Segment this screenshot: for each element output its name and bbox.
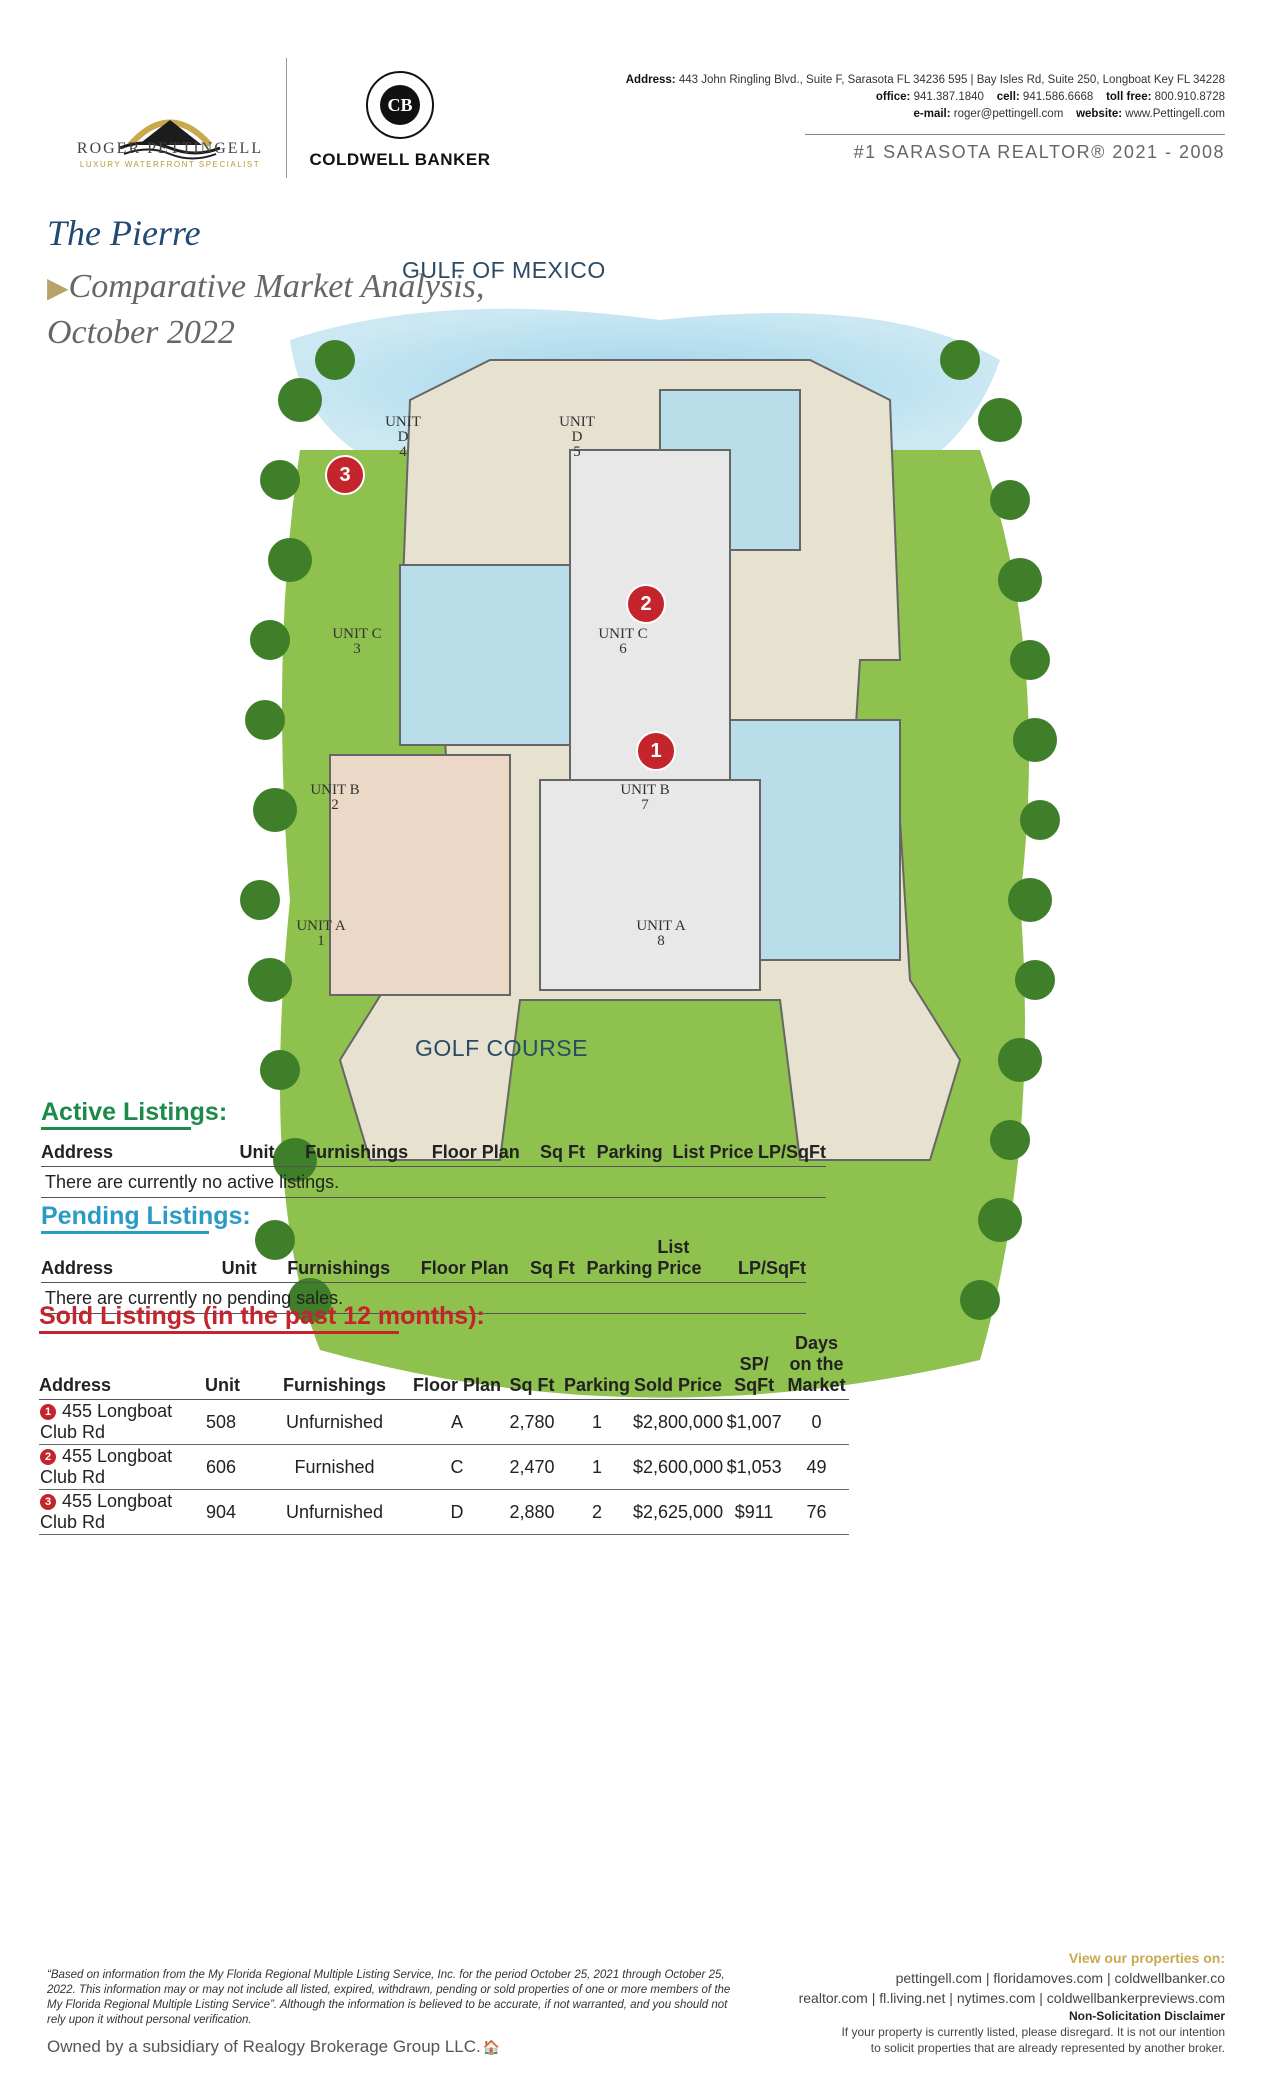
website-link[interactable]: www.Pettingell.com xyxy=(1125,108,1225,120)
col-lpsqft: LP/SqFt xyxy=(738,1258,806,1278)
col-floorplan: Floor Plan xyxy=(431,1142,520,1162)
links-line1[interactable]: pettingell.com | floridamoves.com | coldwellbanker.co xyxy=(895,1970,1225,1986)
gulf-label: GULF OF MEXICO xyxy=(402,257,606,283)
links-heading: View our properties on: xyxy=(1068,1950,1225,1966)
cell-floorplan: C xyxy=(412,1445,502,1490)
col-parking: Parking xyxy=(596,1142,663,1162)
address-label: Address: xyxy=(625,74,676,86)
col-address: Address xyxy=(41,1258,114,1278)
roger-pettingell-name: ROGER PETTINGELL xyxy=(76,140,264,157)
unit-label-c3: UNIT C 3 xyxy=(332,626,382,657)
nonsol-heading: Non-Solicitation Disclaimer xyxy=(1068,2009,1225,2023)
table-row xyxy=(39,1490,849,1535)
col-parking: Parking xyxy=(563,1375,631,1395)
nonsol-line1: If your property is currently listed, please disregard. It is not our intention xyxy=(841,2025,1225,2039)
col-sqft: Sq Ft xyxy=(529,1258,575,1278)
cell-address: 455 Longboat Club Rd xyxy=(40,1446,173,1487)
cell-price: $2,625,000 xyxy=(632,1490,724,1535)
unit-label-d4: UNIT D 4 xyxy=(385,414,421,460)
marker-icon: 1 xyxy=(40,1404,56,1420)
active-empty-note: There are currently no active listings. xyxy=(41,1167,826,1198)
contact-block xyxy=(626,72,1225,123)
unit-label-a8: UNIT A 8 xyxy=(636,918,686,949)
equal-housing-icon: 🏠 xyxy=(482,2039,501,2055)
marker-3[interactable]: 3 xyxy=(325,455,365,495)
sold-title: Sold Listings (in the past 12 months): xyxy=(39,1302,485,1330)
col-furnishings: Furnishings xyxy=(283,1375,386,1395)
col-furnishings: Furnishings xyxy=(287,1258,391,1278)
cell-address: 455 Longboat Club Rd xyxy=(40,1401,173,1442)
cell-parking: 1 xyxy=(562,1400,632,1445)
cell-dom: 49 xyxy=(784,1445,849,1490)
cell-parking: 2 xyxy=(562,1490,632,1535)
property-links xyxy=(799,1948,1225,2008)
subtitle-line2: October 2022 xyxy=(47,314,235,351)
col-floorplan: Floor Plan xyxy=(412,1375,501,1395)
pending-empty-note: There are currently no pending sales. xyxy=(41,1283,806,1314)
tollfree-phone[interactable]: 800.910.8728 xyxy=(1154,91,1225,103)
coldwell-banker-name: COLDWELL BANKER xyxy=(309,150,491,169)
svg-text:CB: CB xyxy=(387,95,413,115)
office-label: office: xyxy=(875,91,911,103)
col-sqft: Sq Ft xyxy=(509,1375,555,1395)
cell-sqft: 2,780 xyxy=(502,1400,562,1445)
col-unit: Unit xyxy=(221,1258,257,1278)
active-table xyxy=(41,1133,826,1198)
cell-floorplan: A xyxy=(412,1400,502,1445)
sold-table xyxy=(39,1333,849,1535)
cell-unit: 606 xyxy=(205,1445,257,1490)
ownership-text: Owned by a subsidiary of Realogy Brokerage Group LLC. xyxy=(47,2037,481,2056)
cell-ppsf: $1,053 xyxy=(724,1445,784,1490)
unit-label-b7: UNIT B 7 xyxy=(620,782,670,813)
active-underline xyxy=(41,1127,191,1130)
page-title: The Pierre xyxy=(47,213,201,253)
golf-course-label: GOLF COURSE xyxy=(415,1035,588,1061)
email-link[interactable]: roger@pettingell.com xyxy=(953,108,1064,120)
cell-dom: 0 xyxy=(784,1400,849,1445)
cell-furnishings: Unfurnished xyxy=(257,1400,412,1445)
marker-icon: 2 xyxy=(40,1449,56,1465)
unit-label-b2: UNIT B 2 xyxy=(310,782,360,813)
non-solicitation xyxy=(841,2008,1225,2056)
tollfree-label: toll free: xyxy=(1106,91,1152,103)
cell-sqft: 2,470 xyxy=(502,1445,562,1490)
subtitle-line1: Comparative Market Analysis, xyxy=(68,268,485,305)
coldwell-banker-logo xyxy=(365,70,435,140)
links-line2[interactable]: realtor.com | fl.living.net | nytimes.com | coldwellbankerpreviews.com xyxy=(798,1990,1225,2006)
pending-underline xyxy=(41,1231,209,1234)
marker-2[interactable]: 2 xyxy=(626,584,666,624)
realtor-ranking: #1 SARASOTA REALTOR® 2021 - 2008 xyxy=(853,142,1225,162)
unit-label-c6: UNIT C 6 xyxy=(598,626,648,657)
website-label: website: xyxy=(1076,108,1123,120)
col-lpsqft: LP/SqFt xyxy=(758,1142,826,1162)
roger-pettingell-tagline: LUXURY WATERFRONT SPECIALIST xyxy=(79,160,261,169)
col-listprice: List Price xyxy=(672,1142,754,1162)
marker-1[interactable]: 1 xyxy=(636,731,676,771)
col-address: Address xyxy=(41,1142,114,1162)
cell-label: cell: xyxy=(996,91,1020,103)
cell-parking: 1 xyxy=(562,1445,632,1490)
table-row xyxy=(39,1445,849,1490)
col-floorplan: Floor Plan xyxy=(420,1258,509,1278)
header-rule xyxy=(805,134,1225,135)
col-unit: Unit xyxy=(205,1375,240,1395)
col-days: Days on the Market xyxy=(787,1333,846,1395)
unit-label-a1: UNIT A 1 xyxy=(296,918,346,949)
table-row xyxy=(39,1400,849,1445)
cell-furnishings: Furnished xyxy=(257,1445,412,1490)
header-divider xyxy=(286,58,287,178)
cell-sqft: 2,880 xyxy=(502,1490,562,1535)
mls-disclaimer: “Based on information from the My Florida Regional Multiple Listing Service, Inc. for the period October 25, 2021 through October 25, 2022. This information may or may not include all listed, expired, withdrawn, pending or sold properties of one or more members of the My Florida Regional Multiple Listing Service”. Although the information is believed to be accurate, if not warranted, and you should not rely upon it without personal verification. xyxy=(47,1969,731,2026)
marker-icon: 3 xyxy=(40,1494,56,1510)
cell-price: $2,800,000 xyxy=(632,1400,724,1445)
triangle-arrow-icon: ▶ xyxy=(47,273,69,304)
col-spsqft: SP/ SqFt xyxy=(734,1354,775,1395)
col-address: Address xyxy=(39,1375,112,1395)
email-label: e-mail: xyxy=(913,108,951,120)
cell-ppsf: $1,007 xyxy=(724,1400,784,1445)
ownership-note xyxy=(47,2037,500,2057)
col-furnishings: Furnishings xyxy=(305,1142,409,1162)
active-title: Active Listings: xyxy=(41,1098,228,1126)
cell-phone[interactable]: 941.586.6668 xyxy=(1022,91,1094,103)
cell-price: $2,600,000 xyxy=(632,1445,724,1490)
cell-ppsf: $911 xyxy=(724,1490,784,1535)
pending-title: Pending Listings: xyxy=(41,1202,251,1230)
col-listprice: List Price xyxy=(657,1237,702,1278)
cell-dom: 76 xyxy=(784,1490,849,1535)
cell-floorplan: D xyxy=(412,1490,502,1535)
col-sqft: Sq Ft xyxy=(540,1142,585,1162)
cell-address: 455 Longboat Club Rd xyxy=(40,1491,173,1532)
unit-label-d5: UNIT D 5 xyxy=(559,414,595,460)
col-parking: Parking xyxy=(586,1258,653,1278)
office-phone[interactable]: 941.387.1840 xyxy=(913,91,984,103)
cell-unit: 904 xyxy=(205,1490,257,1535)
cell-furnishings: Unfurnished xyxy=(257,1490,412,1535)
cell-unit: 508 xyxy=(205,1400,257,1445)
address: 443 John Ringling Blvd., Suite F, Sarasota FL 34236 595 | Bay Isles Rd, Suite 250, Longboat Key FL 34228 xyxy=(678,74,1225,86)
nonsol-line2: to solicit properties that are already represented by another broker. xyxy=(870,2041,1225,2055)
col-soldprice: Sold Price xyxy=(634,1375,723,1395)
col-unit: Unit xyxy=(239,1142,275,1162)
